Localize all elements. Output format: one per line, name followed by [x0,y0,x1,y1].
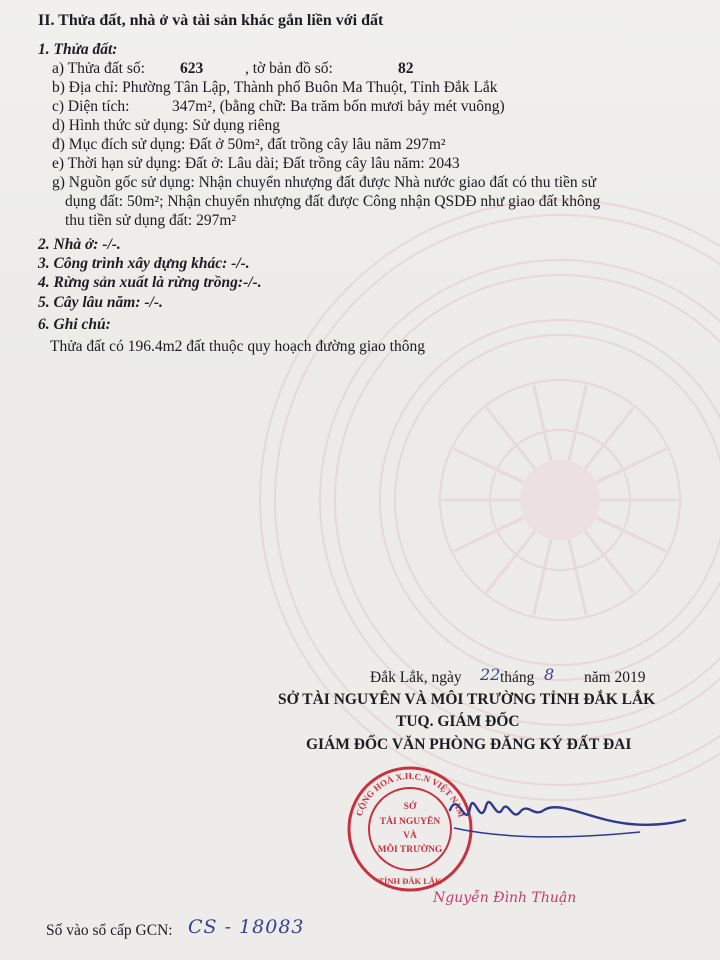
forest-item: 4. Rừng sản xuất là rừng trồng:-/-. [38,274,262,291]
notes-heading: 6. Ghi chú: [38,316,111,333]
registry-value: CS - 18083 [188,916,305,938]
date-day: 22 [480,665,501,684]
origin-line-3: thu tiền sử dụng đất: 297m² [65,212,237,229]
other-construction-item: 3. Công trình xây dựng khác: -/-. [38,255,250,272]
area-value: 347m², (bằng chữ: Ba trăm bốn mươi bảy mét vuông) [172,98,505,115]
origin-line-2: dụng đất: 50m²; Nhận chuyển nhượng đất được Công nhận QSDĐ như giao đất không [65,193,601,210]
seal-bottom-text: TỈNH ĐẮK LẮK [378,876,442,886]
watermark-ray [454,517,524,551]
signer-name: Nguyễn Đình Thuận [433,890,577,906]
authority-line-2: TUQ. GIÁM ĐỐC [396,713,520,730]
perennial-item: 5. Cây lâu năm: -/-. [38,294,163,311]
usage-purpose-line: đ) Mục đích sử dụng: Đất ở 50m², đất trồng cây lâu năm 297m² [52,136,446,153]
watermark-ray [454,449,524,483]
authority-line-3: GIÁM ĐỐC VĂN PHÒNG ĐĂNG KÝ ĐẤT ĐAI [306,736,632,753]
section-title: II. Thửa đất, nhà ở và tài sản khác gắn liền với đất [38,12,384,29]
watermark-ray [569,539,586,615]
map-sheet-label: , tờ bản đồ số: [245,60,333,77]
watermark-ray [534,385,551,461]
watermark-ray [534,539,551,615]
date-place: Đắk Lắk, ngày [370,669,462,686]
seal-center-line-3: VÀ [403,831,417,841]
origin-line-1: g) Nguồn gốc sử dụng: Nhận chuyển nhượng đất được Nhà nước giao đất có thu tiền sử [52,174,596,191]
watermark-ray [596,449,666,483]
usage-form-line: d) Hình thức sử dụng: Sử dụng riêng [52,117,280,134]
address-line: b) Địa chỉ: Phường Tân Lập, Thành phố Buôn Ma Thuột, Tỉnh Đắk Lắk [52,79,498,96]
seal-center-line-4: MÔI TRƯỜNG [377,845,443,855]
date-month-label: tháng [500,669,535,686]
seal-ring-text: CỘNG HOÀ X.H.C.N VIỆT NAM [353,770,467,819]
date-year: năm 2019 [584,669,646,686]
usage-term-line: e) Thời hạn sử dụng: Đất ở: Lâu dài; Đất trồng cây lâu năm: 2043 [52,155,460,172]
watermark-ray [569,385,586,461]
area-label: c) Diện tích: [52,98,130,115]
date-month: 8 [544,665,555,684]
map-sheet-value: 82 [398,60,414,77]
registry-label: Số vào sổ cấp GCN: [46,922,173,939]
watermark-ray [596,517,666,551]
parcel-number-value: 623 [180,60,204,77]
authority-line-1: SỞ TÀI NGUYÊN VÀ MÔI TRƯỜNG TỈNH ĐẮK LẮK [278,691,656,708]
signature-image [440,780,690,850]
seal-center-line-1: SỞ [403,802,417,812]
parcel-number-label: a) Thửa đất số: [52,60,145,77]
house-item: 2. Nhà ở: -/-. [38,236,121,253]
land-heading: 1. Thửa đất: [38,41,118,58]
seal-center-line-2: TÀI NGUYÊN [379,817,441,827]
notes-text: Thửa đất có 196.4m2 đất thuộc quy hoạch đường giao thông [50,338,425,355]
